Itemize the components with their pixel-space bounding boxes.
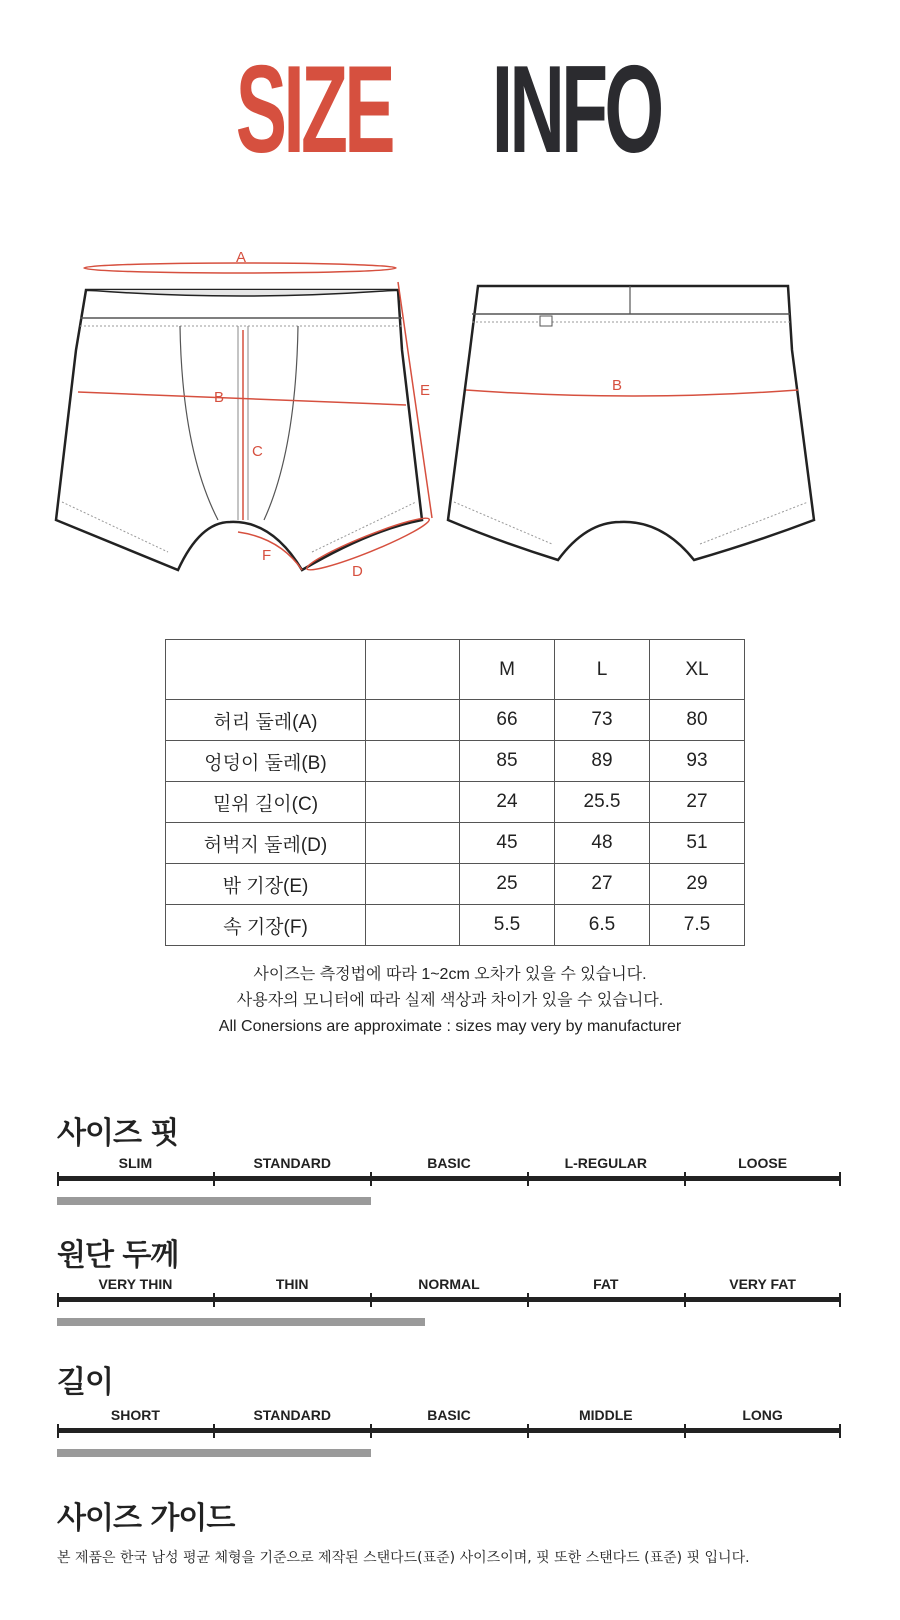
scale-tick: [370, 1424, 372, 1438]
size-guide-text: 본 제품은 한국 남성 평균 체형을 기준으로 제작된 스탠다드(표준) 사이즈이며, 핏 또한 스탠다드 (표준) 핏 입니다.: [57, 1550, 750, 1566]
table-header-row: [166, 640, 745, 700]
table-row: [166, 864, 745, 905]
note-line: 사용자의 모니터에 따라 실제 색상과 차이가 있을 수 있습니다.: [236, 992, 664, 1009]
cell-xl: 93: [650, 741, 745, 782]
scale-tick: [57, 1172, 59, 1186]
cell-xl: 27: [650, 782, 745, 823]
row-label: 허리 둘레(A): [166, 700, 366, 741]
scale-bar: [57, 1297, 841, 1302]
row-label: 속 기장(F): [166, 905, 366, 946]
header-cell-xl: XL: [650, 640, 745, 700]
header-cell-l: L: [555, 640, 650, 700]
scale-tick: [839, 1293, 841, 1307]
cell-m: 66: [460, 700, 555, 741]
scale-tick: [213, 1424, 215, 1438]
scale-tick: [684, 1424, 686, 1438]
scale-tick: [839, 1424, 841, 1438]
fit-scale: [57, 1153, 841, 1213]
cell-l: 27: [555, 864, 650, 905]
size-notes: [0, 962, 900, 1040]
back-view: [448, 286, 814, 560]
empty-cell: [366, 864, 460, 905]
cell-m: 45: [460, 823, 555, 864]
table-row: [166, 741, 745, 782]
empty-cell: [366, 741, 460, 782]
scale-tick: [839, 1172, 841, 1186]
scale-tick: [213, 1172, 215, 1186]
empty-cell: [366, 700, 460, 741]
front-view: [56, 249, 432, 580]
fit-scale-title: 사이즈 핏: [57, 1116, 179, 1151]
label-f: F: [262, 547, 272, 564]
scale-fill-indicator: [57, 1197, 371, 1205]
cell-l: 89: [555, 741, 650, 782]
scale-bar: [57, 1176, 841, 1181]
empty-cell: [366, 782, 460, 823]
table-row: [166, 782, 745, 823]
scale-tick: [57, 1424, 59, 1438]
label-e: E: [420, 382, 431, 399]
thickness-scale: [57, 1274, 841, 1334]
size-diagram: [40, 230, 860, 590]
scale-tick: [684, 1293, 686, 1307]
scale-label: SHORT: [110, 1407, 160, 1423]
title-info: INFO: [491, 41, 661, 179]
label-a: A: [236, 249, 247, 266]
label-b-back: B: [612, 377, 623, 394]
length-scale: [57, 1405, 841, 1465]
page-title: [0, 40, 900, 180]
header-cell-m: M: [460, 640, 555, 700]
cell-l: 25.5: [555, 782, 650, 823]
header-cell: [166, 640, 366, 700]
title-size: SIZE: [235, 41, 392, 179]
boxer-diagram-svg: [40, 230, 860, 590]
cell-xl: 29: [650, 864, 745, 905]
empty-cell: [366, 823, 460, 864]
cell-xl: 80: [650, 700, 745, 741]
scale-label: LONG: [742, 1407, 783, 1423]
scale-label: SLIM: [118, 1155, 153, 1171]
table-row: [166, 700, 745, 741]
row-label: 밖 기장(E): [166, 864, 366, 905]
scale-label: VERY THIN: [98, 1276, 173, 1292]
scale-label: STANDARD: [253, 1407, 331, 1423]
note-line: 사이즈는 측정법에 따라 1~2cm 오차가 있을 수 있습니다.: [253, 966, 647, 983]
scale-label: BASIC: [427, 1407, 471, 1423]
size-guide-title: 사이즈 가이드: [57, 1501, 235, 1536]
scale-tick: [57, 1293, 59, 1307]
label-b-front: B: [214, 389, 225, 406]
scale-fill-indicator: [57, 1318, 425, 1326]
cell-xl: 7.5: [650, 905, 745, 946]
scale-label: MIDDLE: [578, 1407, 633, 1423]
table-row: [166, 905, 745, 946]
cell-m: 85: [460, 741, 555, 782]
scale-bar: [57, 1428, 841, 1433]
scale-label: VERY FAT: [729, 1276, 796, 1292]
scale-label: FAT: [593, 1276, 619, 1292]
note-line: All Conersions are approximate : sizes may very by manufacturer: [218, 1018, 682, 1035]
cell-m: 25: [460, 864, 555, 905]
table-row: [166, 823, 745, 864]
scale-fill-indicator: [57, 1449, 371, 1457]
length-scale-title: 길이: [57, 1365, 113, 1400]
scale-tick: [370, 1172, 372, 1186]
scale-tick: [527, 1424, 529, 1438]
scale-tick: [527, 1293, 529, 1307]
scale-tick: [213, 1293, 215, 1307]
scale-label: STANDARD: [253, 1155, 331, 1171]
cell-l: 73: [555, 700, 650, 741]
label-c: C: [252, 443, 263, 460]
header-cell: [366, 640, 460, 700]
row-label: 허벅지 둘레(D): [166, 823, 366, 864]
scale-tick: [370, 1293, 372, 1307]
thickness-scale-title: 원단 두께: [57, 1238, 179, 1273]
scale-label: BASIC: [427, 1155, 471, 1171]
row-label: 밑위 길이(C): [166, 782, 366, 823]
scale-label: LOOSE: [738, 1155, 788, 1171]
size-table: [165, 639, 745, 946]
cell-l: 6.5: [555, 905, 650, 946]
label-d: D: [352, 563, 363, 580]
scale-label: THIN: [275, 1276, 309, 1292]
scale-tick: [684, 1172, 686, 1186]
row-label: 엉덩이 둘레(B): [166, 741, 366, 782]
scale-label: L-REGULAR: [564, 1155, 647, 1171]
cell-l: 48: [555, 823, 650, 864]
scale-tick: [527, 1172, 529, 1186]
empty-cell: [366, 905, 460, 946]
cell-xl: 51: [650, 823, 745, 864]
scale-label: NORMAL: [418, 1276, 480, 1292]
cell-m: 5.5: [460, 905, 555, 946]
cell-m: 24: [460, 782, 555, 823]
